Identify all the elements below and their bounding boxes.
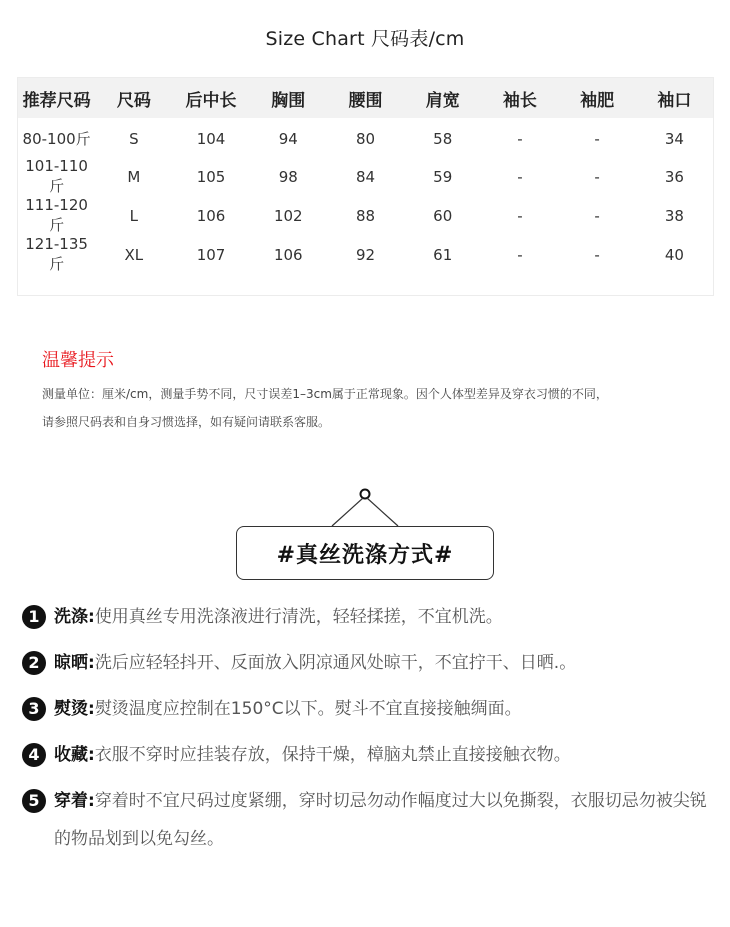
table-cell: 60 (433, 206, 453, 225)
table-cell: - (594, 206, 600, 225)
table-cell: 107 (196, 245, 226, 264)
hanger-icon (330, 486, 400, 528)
header-recommended-size: 推荐尺码 (18, 78, 95, 118)
tips-line-2: 请参照尺码表和自身习惯选择，如有疑问请联系客服。 (42, 415, 331, 429)
header-chest: 胸围 (250, 78, 327, 118)
table-cell: - (517, 167, 523, 186)
page-title: Size Chart 尺码表/cm (265, 28, 465, 50)
header-back-length: 后中长 (172, 78, 249, 118)
table-cell: S (129, 129, 139, 148)
care-instructions-list (22, 598, 722, 866)
care-heading: 熨烫: (54, 699, 95, 719)
table-cell: - (594, 245, 600, 264)
table-cell: - (517, 245, 523, 264)
table-cell: 102 (273, 206, 303, 225)
table-cell: M (127, 167, 141, 186)
table-cell: 94 (278, 129, 298, 148)
care-text: 洗后应轻轻抖开、反面放入阴凉通风处晾干，不宜拧干、日晒.。 (94, 653, 577, 673)
table-cell: 105 (196, 167, 226, 186)
table-cell: 59 (433, 167, 453, 186)
table-cell: 34 (664, 129, 684, 148)
table-cell: 80-100斤 (22, 130, 91, 148)
care-item-storage (22, 736, 722, 774)
care-text: 熨烫温度应控制在150°C以下。熨斗不宜直接接触绸面。 (94, 699, 522, 719)
number-badge-icon: 1 (22, 605, 46, 629)
header-shoulder: 肩宽 (404, 78, 481, 118)
table-cell: 36 (664, 167, 684, 186)
table-cell: - (517, 129, 523, 148)
header-size: 尺码 (95, 78, 172, 118)
number-badge-icon: 3 (22, 697, 46, 721)
table-cell: 111-120斤 (25, 196, 88, 234)
table-cell: 106 (196, 206, 226, 225)
table-cell: 88 (355, 206, 376, 225)
tips-title: 温馨提示 (42, 350, 114, 371)
table-cell: 104 (196, 129, 226, 148)
table-row (18, 157, 713, 196)
header-cuff: 袖口 (636, 78, 713, 118)
table-row (18, 196, 713, 235)
table-cell: 38 (664, 206, 684, 225)
care-text: 衣服不穿时应挂装存放，保持干燥，樟脑丸禁止直接接触衣物。 (94, 745, 571, 765)
table-cell: 40 (664, 245, 684, 264)
header-waist: 腰围 (327, 78, 404, 118)
number-badge-icon: 4 (22, 743, 46, 767)
care-heading: 洗涤: (54, 607, 95, 627)
table-cell: 80 (355, 129, 376, 148)
table-header-row (18, 78, 713, 118)
care-item-washing (22, 598, 722, 636)
care-heading: 晾晒: (54, 653, 95, 673)
table-cell: - (594, 167, 600, 186)
table-row (18, 118, 713, 157)
care-banner: #真丝洗涤方式# (236, 526, 494, 580)
care-heading: 穿着: (54, 791, 95, 811)
table-cell: - (594, 129, 600, 148)
table-cell: 101-110斤 (25, 157, 88, 195)
table-cell: 121-135斤 (25, 235, 88, 273)
table-cell: 61 (433, 245, 453, 264)
care-item-drying (22, 644, 722, 682)
table-cell: 58 (433, 129, 453, 148)
table-cell: 84 (355, 167, 376, 186)
table-cell: L (129, 206, 138, 225)
care-text: 穿着时不宜尺码过度紧绷，穿时切忌勿动作幅度过大以免撕裂，衣服切忌勿被尖锐的物品划到以免勾丝。 (54, 791, 707, 849)
care-item-wearing (22, 782, 722, 858)
size-chart-table (17, 77, 714, 296)
number-badge-icon: 2 (22, 651, 46, 675)
table-cell: XL (124, 245, 144, 264)
care-item-ironing (22, 690, 722, 728)
tips-line-1: 测量单位：厘米/cm，测量手势不同，尺寸误差1–3cm属于正常现象。因个人体型差异及穿衣习惯的不同， (42, 387, 608, 401)
table-row (18, 235, 713, 274)
table-cell: 106 (273, 245, 303, 264)
table-cell: 98 (278, 167, 298, 186)
tips-text (42, 380, 702, 436)
care-text: 使用真丝专用洗涤液进行清洗，轻轻揉搓，不宜机洗。 (94, 607, 503, 627)
table-cell: - (517, 206, 523, 225)
table-cell: 92 (355, 245, 376, 264)
care-heading: 收藏: (54, 745, 95, 765)
header-sleeve-width: 袖肥 (559, 78, 636, 118)
number-badge-icon: 5 (22, 789, 46, 813)
header-sleeve-length: 袖长 (481, 78, 558, 118)
